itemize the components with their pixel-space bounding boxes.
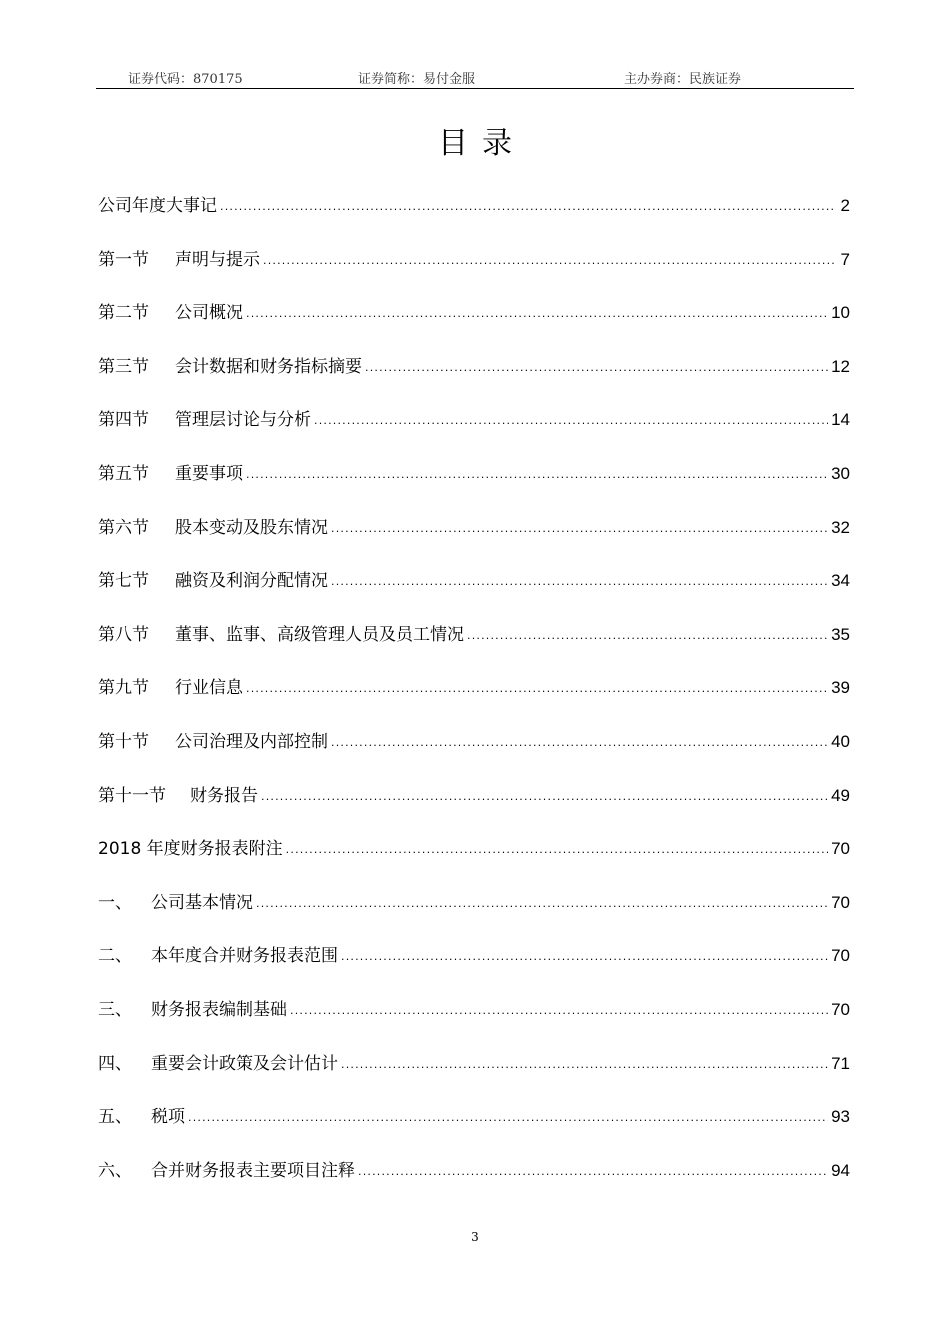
toc-entry-title: 行业信息 [175,678,243,699]
toc-entry-title: 公司年度大事记 [98,196,217,216]
toc-entry[interactable] [98,780,850,834]
page-title: 目录 [438,126,526,161]
toc-section-number: 第五节 [98,463,149,484]
toc-page-number: 2 [840,196,850,215]
toc-entry-title: 公司治理及内部控制 [175,731,328,752]
stock-code: 证券代码：870175 [128,72,243,87]
toc-entry-title: 本年度合并财务报表范围 [151,946,338,967]
toc-entry-label [98,887,253,919]
toc-entry-label [98,297,243,329]
toc-entry-label [98,1155,355,1187]
toc-entry-title: 董事、监事、高级管理人员及员工情况 [175,624,464,645]
toc-entry[interactable] [98,1048,850,1102]
toc-section-number: 第四节 [98,410,149,431]
toc-entry-label [98,351,362,383]
toc-section-number: 第三节 [98,356,149,377]
toc-entry-label [98,1101,185,1133]
toc-page-number: 70 [831,999,850,1019]
toc-page-number: 70 [831,839,850,859]
toc-page-number: 40 [831,731,850,751]
toc-entry[interactable] [98,833,850,887]
toc-entry-title: 税项 [151,1107,185,1128]
toc-leader-dots [246,459,828,491]
toc-entry-label [98,672,243,704]
toc-section-number: 六、 [98,1160,132,1181]
toc-leader-dots [331,566,828,598]
toc-leader-dots [341,941,828,973]
toc-section-number: 第二节 [98,303,149,324]
toc-section-number: 第十一节 [98,785,166,806]
toc-entry[interactable] [98,351,850,405]
toc-page-number: 49 [831,785,850,805]
toc-entry[interactable] [98,887,850,941]
toc-section-number: 第九节 [98,678,149,699]
toc-section-number: 一、 [98,892,132,913]
toc-entry[interactable] [98,458,850,512]
toc-entry-title: 管理层讨论与分析 [175,410,311,431]
toc-page-number: 30 [831,463,850,483]
toc-entry-label [98,1048,338,1080]
toc-leader-dots [365,352,828,384]
toc-leader-dots [331,727,828,759]
toc-leader-dots [256,888,828,920]
toc-entry-title: 重要事项 [175,463,243,484]
toc-entry-label [98,780,258,812]
toc-entry-label [98,940,338,972]
toc-entry[interactable] [98,994,850,1048]
toc-entry[interactable] [98,726,850,780]
toc-page-number: 70 [831,892,850,912]
toc-section-number: 第十节 [98,731,149,752]
toc-entry-label [98,190,217,222]
toc-entry-label [98,619,464,651]
toc-page-number: 35 [831,624,850,644]
toc-leader-dots [290,995,828,1027]
toc-section-number: 五、 [98,1107,132,1128]
toc-entry-title: 股本变动及股东情况 [175,517,328,538]
toc-entry-label [98,565,328,597]
toc-section-number: 第八节 [98,624,149,645]
toc-leader-dots [314,405,828,437]
toc-entry[interactable] [98,190,850,244]
toc-page-number: 32 [831,517,850,537]
toc-leader-dots [246,298,828,330]
toc-leader-dots [467,620,828,652]
toc-page-number: 14 [831,410,850,430]
toc-section-number: 第七节 [98,571,149,592]
toc-page-number: 93 [831,1107,850,1127]
toc-entry[interactable] [98,244,850,298]
toc-leader-dots [286,834,828,866]
toc-entry[interactable] [98,940,850,994]
header-divider [96,88,854,89]
toc-entry-label [98,458,243,490]
toc-entry-title: 会计数据和财务指标摘要 [175,356,362,377]
toc-entry[interactable] [98,1155,850,1209]
toc-entry[interactable] [98,1101,850,1155]
toc-section-number: 四、 [98,1053,132,1074]
toc-page-number: 7 [840,249,850,269]
toc-section-number: 二、 [98,946,132,967]
toc-entry-label [98,404,311,436]
toc-page-number: 71 [831,1053,850,1073]
toc-entry-title: 2018 年度财务报表附注 [98,839,283,860]
sponsor-broker: 主办券商：民族证券 [624,72,742,87]
toc-entry-title: 融资及利润分配情况 [175,571,328,592]
toc-entry[interactable] [98,404,850,458]
toc-entry-title: 财务报告 [190,785,258,806]
toc-leader-dots [246,673,828,705]
toc-leader-dots [263,245,835,277]
toc-page-number: 39 [831,678,850,698]
toc-section-number: 三、 [98,999,132,1020]
toc-leader-dots [358,1156,828,1188]
toc-leader-dots [331,513,828,545]
table-of-contents [98,190,850,1208]
toc-entry[interactable] [98,297,850,351]
toc-page-number: 34 [831,571,850,591]
toc-section-number: 第一节 [98,249,149,270]
toc-entry[interactable] [98,565,850,619]
page-header [96,66,854,88]
toc-entry-label [98,833,283,865]
toc-entry-title: 声明与提示 [175,249,260,270]
toc-page-number: 70 [831,946,850,966]
toc-entry-label [98,994,287,1026]
toc-entry-title: 财务报表编制基础 [151,999,287,1020]
toc-page-number: 10 [831,303,850,323]
toc-entry-title: 合并财务报表主要项目注释 [151,1160,355,1181]
toc-entry[interactable] [98,619,850,673]
toc-leader-dots [261,781,828,813]
toc-entry-title: 重要会计政策及会计估计 [151,1053,338,1074]
stock-short-name: 证券简称：易付金服 [358,72,476,87]
toc-entry-label [98,512,328,544]
toc-leader-dots [341,1049,828,1081]
toc-page-number: 94 [831,1160,850,1180]
toc-entry-title: 公司基本情况 [151,892,253,913]
toc-entry-label [98,244,260,276]
toc-entry-title: 公司概况 [175,303,243,324]
toc-entry-label [98,726,328,758]
page-number: 3 [471,1230,479,1244]
toc-entry[interactable] [98,512,850,566]
toc-page-number: 12 [831,356,850,376]
toc-entry[interactable] [98,672,850,726]
toc-section-number: 第六节 [98,517,149,538]
toc-leader-dots [220,191,835,223]
toc-leader-dots [188,1102,828,1134]
